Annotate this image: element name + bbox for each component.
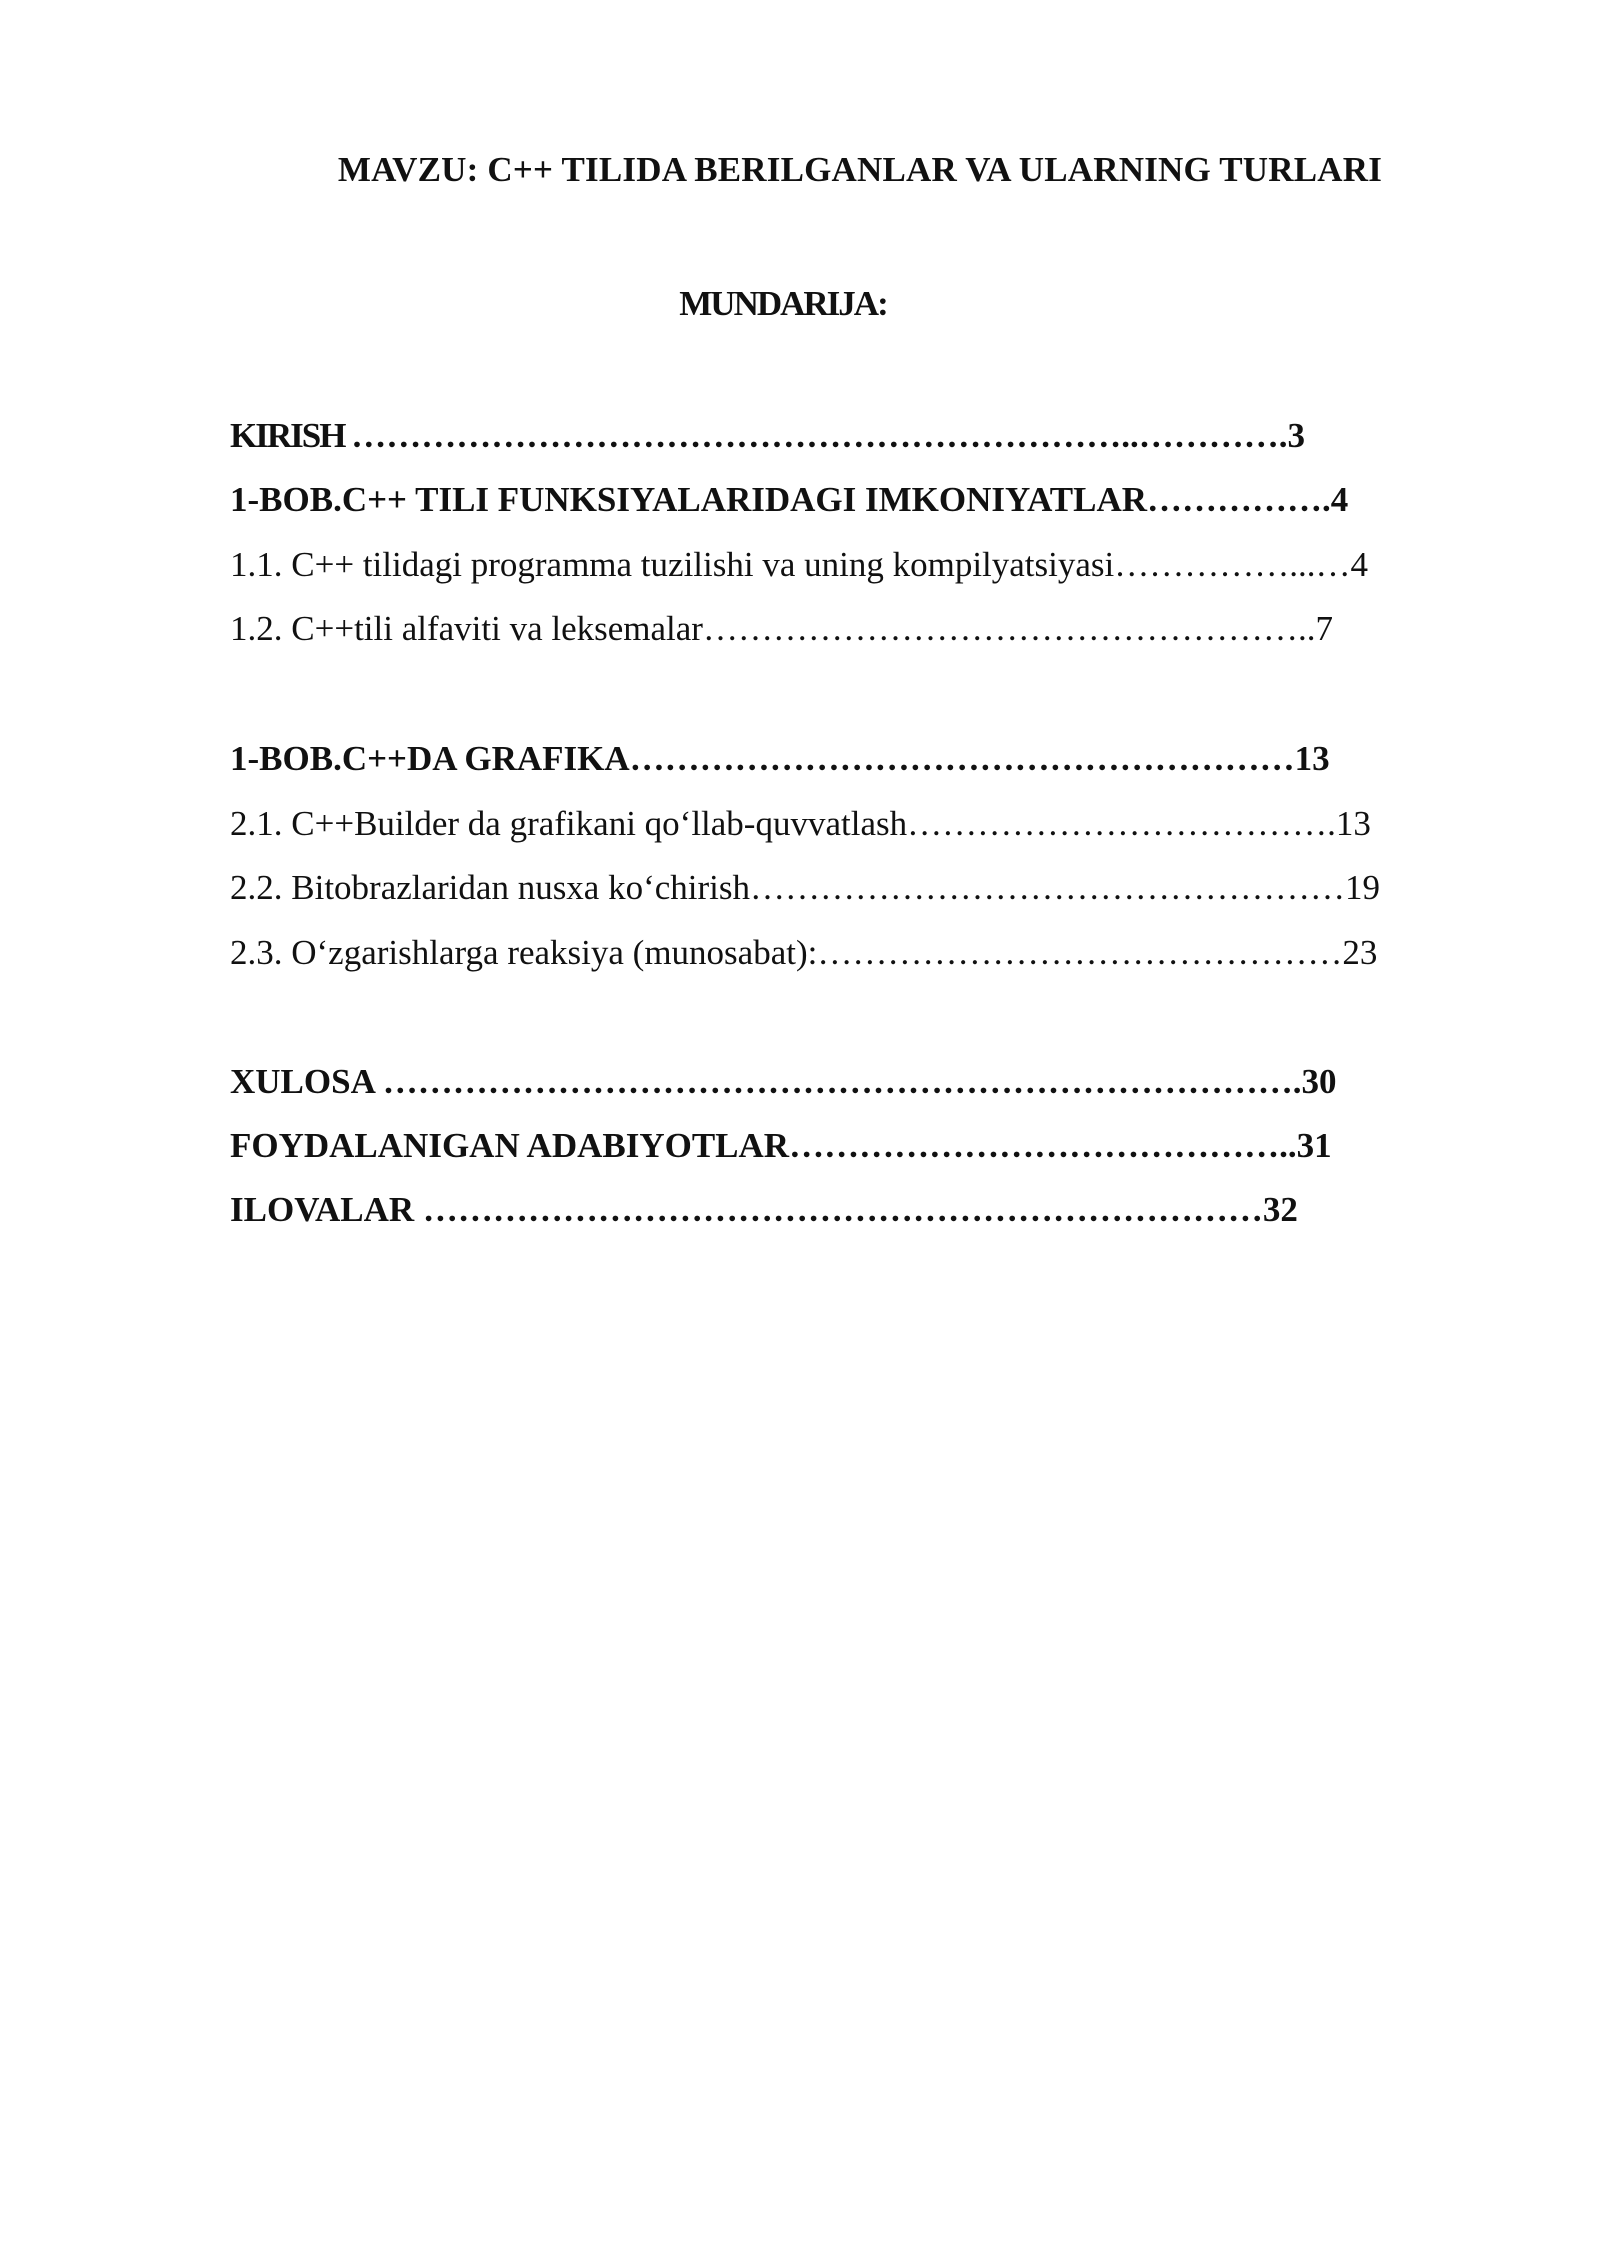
toc-entry-label: XULOSA: [230, 1062, 383, 1101]
toc-entry-bob-grafika: [230, 737, 1330, 781]
toc-entry-label: 1.1. C++ tilidagi programma tuzilishi va uning kompilyatsiyasi: [230, 545, 1115, 584]
toc-entry-leader: ……………………………….: [907, 804, 1336, 843]
toc-entry-leader: ………………………………………: [817, 933, 1343, 972]
document-title-text: MAVZU: C++ TILIDA BERILGANLAR VA ULARNING TURLARI: [337, 150, 1383, 189]
toc-entry-page: 4: [1350, 545, 1368, 584]
toc-entry-page: 23: [1342, 933, 1378, 972]
toc-entry-page: 32: [1262, 1190, 1298, 1229]
toc-entry-page: 13: [1294, 739, 1330, 778]
toc-entry-leader: …………………………………………………………………….: [382, 1062, 1302, 1101]
toc-entry-leader: ……………………………………………: [750, 868, 1346, 907]
toc-entry-label: 1.2. C++tili alfaviti va leksemalar: [230, 609, 703, 648]
toc-entry-leader: ………………………………………………………………: [422, 1190, 1263, 1229]
toc-entry-label: KIRISH: [230, 416, 352, 455]
toc-entry-leader: …………………………………………………: [629, 739, 1295, 778]
toc-entry-label: 1-BOB.C++ TILI FUNKSIYALARIDAGI IMKONIYATLAR: [230, 480, 1148, 519]
toc-entry-leader: ……………...…: [1114, 545, 1351, 584]
toc-entry-label: 1-BOB.C++DA GRAFIKA: [230, 739, 630, 778]
toc-heading: [0, 284, 1600, 324]
toc-entry-page: 30: [1301, 1062, 1337, 1101]
toc-entry-kirish: [230, 414, 1305, 458]
toc-entry-leader: …………….: [1147, 480, 1331, 519]
toc-entry-page: 31: [1296, 1126, 1332, 1165]
toc-entry-leader: ……………………………………………..: [702, 609, 1316, 648]
toc-entry-page: 4: [1330, 480, 1349, 519]
toc-heading-text: MUNDARIJA:: [679, 284, 887, 323]
toc-entry-bob1: [230, 478, 1348, 522]
toc-entry-2-1: [230, 802, 1371, 846]
toc-entry-label: FOYDALANIGAN ADABIYOTLAR: [230, 1126, 790, 1165]
toc-entry-page: 19: [1345, 868, 1381, 907]
toc-entry-page: 3: [1287, 416, 1305, 455]
toc-entry-label: 2.2. Bitobrazlaridan nusxa ko‘chirish: [230, 868, 751, 907]
toc-entry-label: 2.1. C++Builder da grafikani qo‘llab-quvvatlash: [230, 804, 908, 843]
toc-entry-1-1: [230, 543, 1368, 587]
toc-entry-leader: ……………………………………..: [789, 1126, 1297, 1165]
toc-entry-label: 2.3. O‘zgarishlarga reaksiya (munosabat):: [230, 933, 818, 972]
toc-entry-xulosa: [230, 1060, 1336, 1104]
toc-entry-2-2: [230, 866, 1380, 910]
toc-entry-page: 7: [1315, 609, 1333, 648]
toc-entry-1-2: [230, 607, 1333, 651]
toc-entry-adabiyotlar: [230, 1124, 1332, 1168]
toc-entry-label: ILOVALAR: [230, 1190, 423, 1229]
toc-entry-leader: …………………………………………………………..………….: [351, 416, 1288, 455]
toc-entry-2-3: [230, 931, 1377, 975]
toc-entry-ilovalar: [230, 1188, 1298, 1232]
document-title: [0, 150, 1600, 190]
toc-entry-page: 13: [1335, 804, 1371, 843]
